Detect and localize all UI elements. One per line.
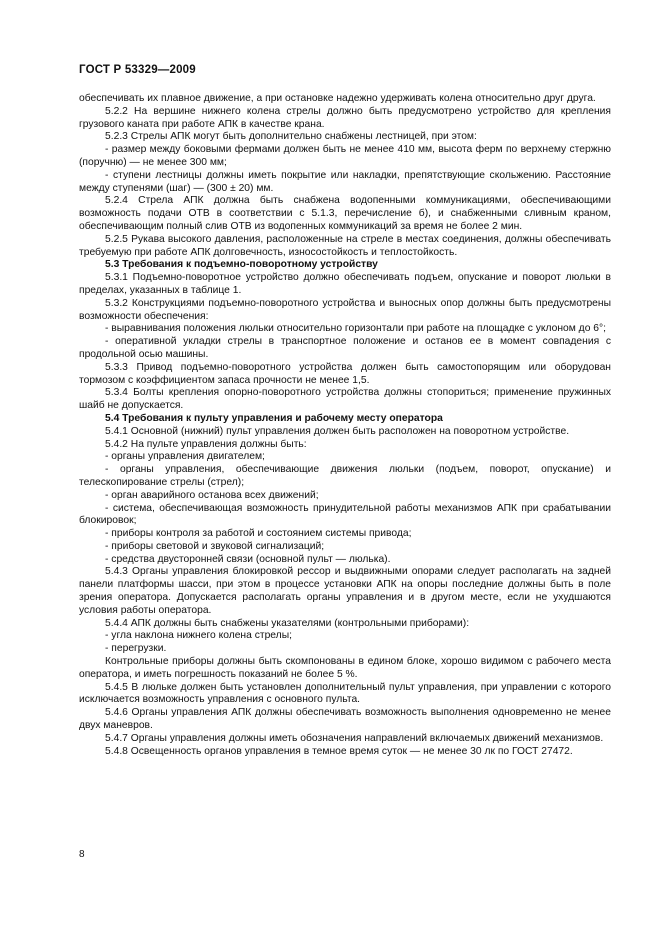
paragraph-5-2-5: 5.2.5 Рукава высокого давления, расположенные на стреле в местах соединения, должны обеспечивать требуемую при работе АПК долговечность, износостойкость и теплостойкость. — [79, 233, 611, 258]
paragraph-5-3-1: 5.3.1 Подъемно-поворотное устройство должно обеспечивать подъем, опускание и поворот люльки в пределах, указанных в таблице 1. — [79, 272, 611, 296]
list-item: - выравнивания положения люльки относительно горизонтали при работе на площадке с уклоном до 6°; — [105, 323, 606, 335]
section-heading-5-4: 5.4 Требования к пульту управления и рабочему месту оператора — [105, 412, 443, 424]
paragraph: Контрольные приборы должны быть скомпонованы в едином блоке, хорошо видимом с рабочего места оператора, и иметь погрешность показаний не более 5 %. — [79, 656, 611, 680]
document-header: ГОСТ Р 53329—2009 — [79, 64, 196, 76]
list-item: - орган аварийного останова всех движений; — [105, 489, 319, 501]
paragraph-5-3-4: 5.3.4 Болты крепления опорно-поворотного устройства должны стопориться; применение пружинных шайб не допускается. — [79, 387, 611, 412]
list-item: - оперативной укладки стрелы в транспортное положение и останов ее в момент совпадения с продольной осью машины. — [79, 336, 611, 360]
paragraph-5-4-2: 5.4.2 На пульте управления должны быть: — [105, 438, 307, 450]
page-number: 8 — [79, 849, 85, 860]
paragraph: обеспечивать их плавное движение, а при остановке надежно удерживать колена относительно друг друга. — [79, 93, 596, 104]
list-item: - приборы световой и звуковой сигнализаций; — [105, 540, 325, 552]
list-item: - ступени лестницы должны иметь покрытие или накладки, препятствующие скольжению. Расстояние между ступенями (шаг) — (300 ± 20) мм. — [79, 169, 611, 194]
paragraph-5-2-3: 5.2.3 Стрелы АПК могут быть дополнительно снабжены лестницей, при этом: — [105, 131, 477, 143]
paragraph-5-4-7: 5.4.7 Органы управления должны иметь обозначения направлений включаемых движений механизмов. — [105, 732, 604, 744]
paragraph-5-3-3: 5.3.3 Привод подъемно-поворотного устройства должен быть самостопорящим или оборудован тормозом с коэффициентом запаса прочности не менее 1,5. — [79, 361, 611, 386]
paragraph-5-2-2: 5.2.2 На вершине нижнего колена стрелы должно быть предусмотрено устройство для крепления грузового каната при работе АПК в качестве крана. — [79, 105, 611, 130]
paragraph-5-4-5: 5.4.5 В люльке должен быть установлен дополнительный пульт управления, при управлении с которого исключается возможность управления с основного пульта. — [79, 681, 611, 706]
list-item: - угла наклона нижнего колена стрелы; — [105, 630, 292, 642]
list-item: - приборы контроля за работой и состоянием системы привода; — [105, 528, 412, 540]
list-item: - средства двусторонней связи (основной пульт — люлька). — [105, 553, 391, 565]
paragraph-5-4-3: 5.4.3 Органы управления блокировкой рессор и выдвижными опорами следует располагать на задней панели платформы шасси, при этом в процессе установки АПК на опоры последние должны быть в поле зрения оператора. Допускается располагать органы управления и в другом месте, если не ухудшаются условия работы оператора. — [79, 566, 611, 616]
paragraph-5-4-4: 5.4.4 АПК должны быть снабжены указателями (контрольными приборами): — [105, 617, 470, 629]
list-item: - размер между боковыми фермами должен быть не менее 410 мм, высота ферм по верхнему стержню (поручню) — не менее 300 мм; — [79, 144, 611, 168]
list-item: - органы управления, обеспечивающие движения люльки (подъем, поворот, опускание) и телескопирование стрелы (стрел); — [79, 464, 611, 488]
list-item: - система, обеспечивающая возможность принудительной работы механизмов АПК при срабатывании блокировок; — [79, 502, 611, 527]
paragraph-5-4-8: 5.4.8 Освещенность органов управления в темное время суток — не менее 30 лк по ГОСТ 27472. — [105, 745, 573, 757]
list-item: - органы управления двигателем; — [105, 451, 265, 463]
document-body — [79, 93, 611, 758]
list-item: - перегрузки. — [105, 643, 167, 655]
paragraph-5-4-6: 5.4.6 Органы управления АПК должны обеспечивать возможность выполнения одновременно не менее двух маневров. — [79, 707, 611, 732]
paragraph-5-2-4: 5.2.4 Стрела АПК должна быть снабжена водопенными коммуникациями, обеспечивающими возможность подачи ОТВ в соответствии с 5.1.3, перечисление б), и снабженными сливным краном, обеспечивающим полный слив ОТВ из водопенных коммуникаций за время не более 2 мин. — [79, 195, 611, 232]
paragraph-5-4-1: 5.4.1 Основной (нижний) пульт управления должен быть расположен на поворотном устройстве. — [105, 425, 570, 437]
section-heading-5-3: 5.3 Требования к подъемно-поворотному устройству — [105, 259, 378, 271]
paragraph-5-3-2: 5.3.2 Конструкциями подъемно-поворотного устройства и выносных опор должны быть предусмотрены возможности обеспечения: — [79, 297, 611, 322]
